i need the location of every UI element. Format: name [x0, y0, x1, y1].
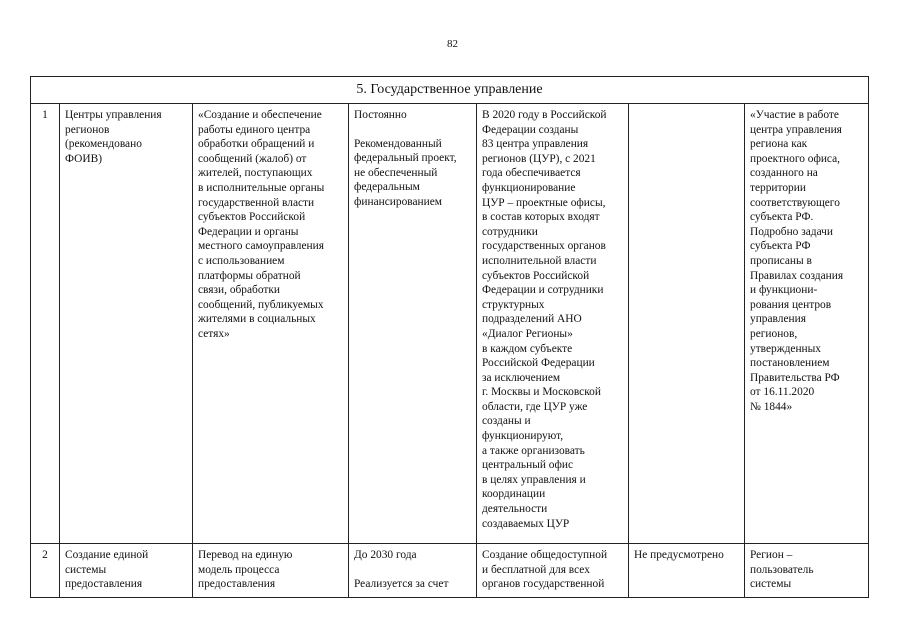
- row-number: 2: [31, 544, 60, 598]
- row-number: 1: [31, 104, 60, 544]
- measure-term: [349, 544, 477, 598]
- term-value: Постоянно: [354, 109, 407, 121]
- region-role: «Участие в работе центра управления региона как проектного офиса, созданного на территории соответствующего субъекта РФ. Подробно задачи субъекта РФ прописаны в Правилах создания и функциони- рования центров управления регионов, утвержденных постановлением Правительства РФ от 16.11.2020 № 1844»: [745, 104, 869, 544]
- measure-description: Перевод на единую модель процесса предоставления: [193, 544, 349, 598]
- measure-status: В 2020 году в Российской Федерации созданы 83 центра управления регионов (ЦУР), с 2021 года обеспечивается функционирование ЦУР – проектные офисы, в состав которых входят сотрудники государственных органов исполнительной власти субъектов Российской Федерации и сотрудники структурных подразделений АНО «Диалог Регионы» в каждом субъекте Российской Федерации за исключением г. Москвы и Московской области, где ЦУР уже созданы и функционируют, а также организовать центральный офис в целях управления и координации деятельности создаваемых ЦУР: [477, 104, 629, 544]
- regional-projects-table: [30, 76, 869, 598]
- measure-funding: Не предусмотрено: [629, 544, 745, 598]
- region-role: Регион – пользователь системы: [745, 544, 869, 598]
- measure-name: Центры управления регионов (рекомендовано ФОИВ): [60, 104, 193, 544]
- measure-term: [349, 104, 477, 544]
- measure-description: «Создание и обеспечение работы единого центра обработки обращений и сообщений (жалоб) от жителей, поступающих в исполнительные органы государственной власти субъектов Российской Федерации и органы местного самоуправления с использованием платформы обратной связи, обработки сообщений, публикуемых жителями в социальных сетях»: [193, 104, 349, 544]
- table-row: [31, 544, 869, 598]
- term-note: Рекомендованный федеральный проект, не обеспеченный федеральным финансированием: [354, 137, 457, 208]
- table-row: [31, 104, 869, 544]
- page-number: 82: [447, 38, 458, 50]
- measure-status: Создание общедоступной и бесплатной для всех органов государственной: [477, 544, 629, 598]
- section-header-row: [31, 77, 869, 104]
- term-value: До 2030 года: [354, 549, 417, 561]
- measure-funding: [629, 104, 745, 544]
- measure-name: Создание единой системы предоставления: [60, 544, 193, 598]
- section-title: 5. Государственное управление: [31, 77, 869, 104]
- term-note: Реализуется за счет: [354, 577, 449, 590]
